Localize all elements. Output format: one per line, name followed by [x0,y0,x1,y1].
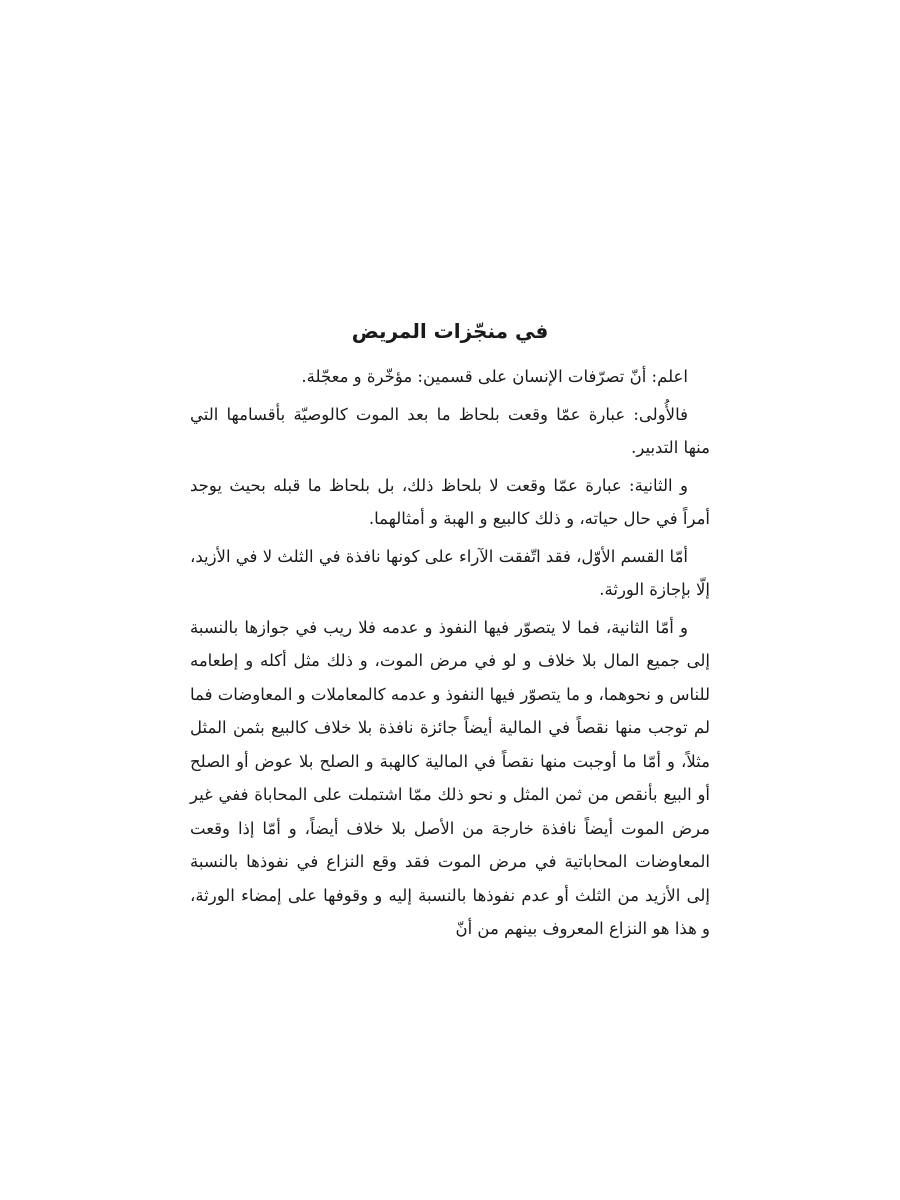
paragraph-4: أمّا القسم الأوّل، فقد اتّفقت الآراء على كونها نافذة في الثلث لا في الأزيد، إلّا بإجازة الورثة. [190,546,710,599]
paragraph-3: و الثانية: عبارة عمّا وقعت لا بلحاظ ذلك، بل بلحاظ ما قبله بحيث يوجد أمراً في حال حياته، و ذلك كالبيع و الهبة و أمثالهما. [190,475,710,528]
section-title: في منجّزات المريض [351,319,549,343]
paragraph-2: فالأُولى: عبارة عمّا وقعت بلحاظ ما بعد الموت كالوصيّة بأقسامها التي منها التدبير. [190,404,710,457]
paragraph-1: اعلم: أنّ تصرّفات الإنسان على قسمين: مؤخّرة و معجّلة. [301,367,688,386]
body-text [190,360,710,950]
paragraph-5: و أمّا الثانية، فما لا يتصوّر فيها النفوذ و عدمه فلا ريب في جوازها بالنسبة إلى جميع المال بلا خلاف و لو في مرض الموت، و ذلك مثل أكله و إطعامه للناس و نحوهما، و ما يتصوّر فيها النفوذ و عدمه كالمعاملات و المعاوضات فما لم توجب منها نقصاً في المالية أيضاً جائزة نافذة بلا خلاف كالبيع بثمن المثل مثلاً، و أمّا ما أوجبت منها نقصاً في المالية كالهبة و الصلح بلا عوض أو الصلح أو البيع بأنقص من ثمن المثل و نحو ذلك ممّا اشتملت على المحاباة ففي غير مرض الموت أيضاً نافذة خارجة من الأصل بلا خلاف أيضاً، و أمّا إذا وقعت المعاوضات المحاباتية في مرض الموت فقد وقع النزاع في نفوذها بالنسبة إلى الأزيد من الثلث أو عدم نفوذها بالنسبة إليه و وقوفها على إمضاء الورثة، و هذا هو النزاع المعروف بينهم من أنّ [190,617,710,938]
